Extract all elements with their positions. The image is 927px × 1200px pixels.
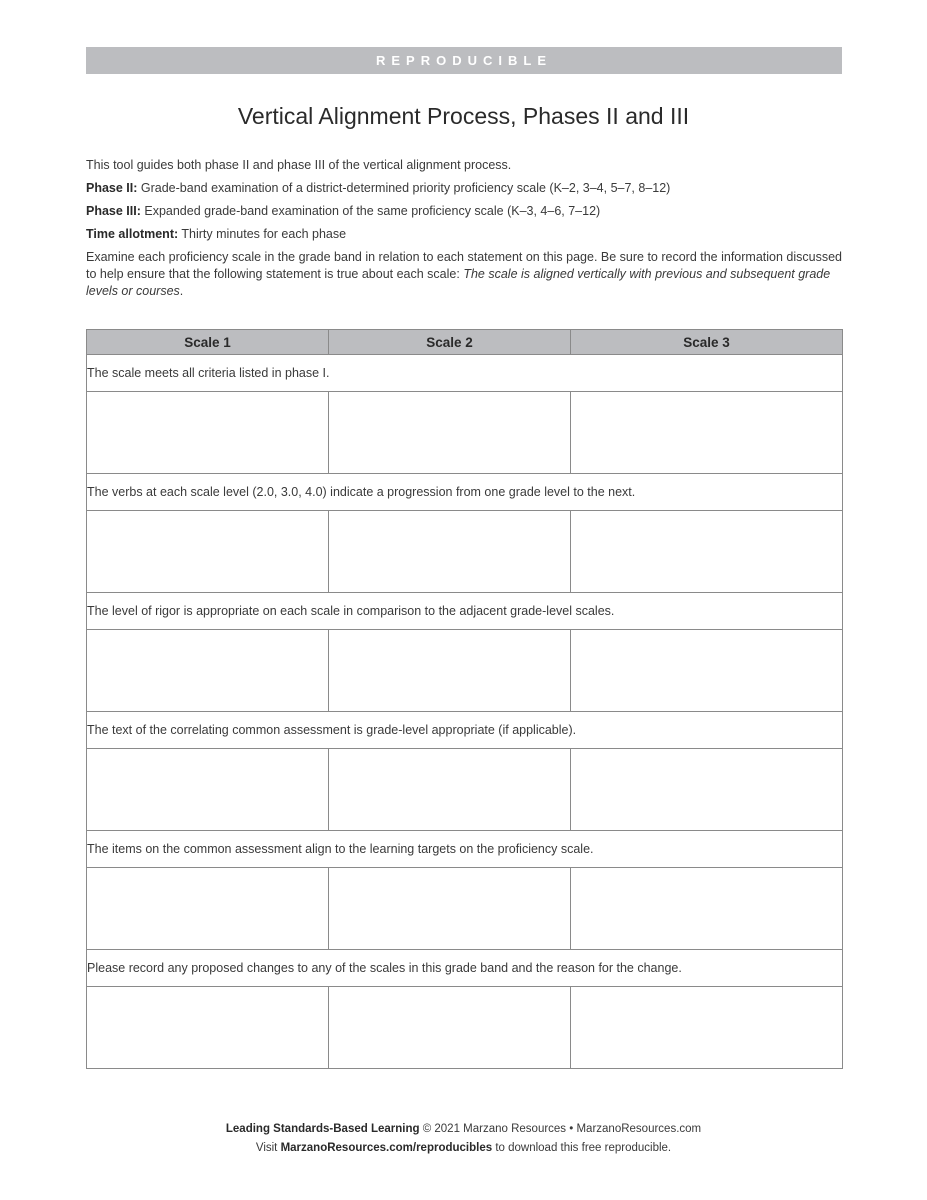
phase-2-text: Grade-band examination of a district-determined priority proficiency scale (K–2, 3–4, 5–7, 8–12)	[137, 181, 671, 195]
footer-line-1	[0, 1120, 927, 1139]
header-scale-1: Scale 1	[87, 330, 329, 355]
response-row	[87, 749, 843, 831]
time-allotment-label: Time allotment:	[86, 227, 179, 241]
footer-visit-end: to download this free reproducible.	[492, 1142, 672, 1154]
response-cell-scale-1[interactable]	[87, 868, 329, 950]
statement-row	[87, 593, 843, 630]
time-allotment-line	[86, 226, 842, 243]
phase-3-text: Expanded grade-band examination of the same proficiency scale (K–3, 4–6, 7–12)	[140, 204, 601, 218]
footer-visit: Visit	[255, 1142, 281, 1154]
response-cell-scale-1[interactable]	[87, 987, 329, 1069]
header-scale-3: Scale 3	[571, 330, 843, 355]
statement-row	[87, 355, 843, 392]
response-row	[87, 987, 843, 1069]
response-cell-scale-1[interactable]	[87, 392, 329, 474]
phase-3-line	[86, 203, 842, 220]
instructions-text: Examine each proficiency scale in the grade band in relation to each statement on this page. Be sure to record the information discussed to help ensure that the following statement is true about each scale:	[86, 250, 842, 281]
footer-book-title: Leading Standards-Based Learning	[225, 1123, 420, 1135]
phase-3-label: Phase III:	[86, 204, 141, 218]
statement-row	[87, 474, 843, 511]
response-cell-scale-3[interactable]	[571, 868, 843, 950]
instructions-italic: The scale is aligned vertically with previous and subsequent grade levels or courses	[86, 267, 831, 298]
statement-cell: The verbs at each scale level (2.0, 3.0, 4.0) indicate a progression from one grade level to the next.	[87, 474, 843, 511]
alignment-table	[86, 329, 843, 1069]
response-row	[87, 392, 843, 474]
footer-copyright: © 2021 Marzano Resources • MarzanoResources.com	[419, 1123, 702, 1135]
statement-cell: The scale meets all criteria listed in phase I.	[87, 355, 843, 392]
header-scale-2: Scale 2	[329, 330, 571, 355]
table-header-row	[87, 330, 843, 355]
intro-section	[86, 157, 842, 306]
statement-cell: The level of rigor is appropriate on each scale in comparison to the adjacent grade-level scales.	[87, 593, 843, 630]
footer-link[interactable]: MarzanoResources.com/reproducibles	[280, 1142, 493, 1154]
instructions-end: .	[179, 284, 184, 298]
response-cell-scale-2[interactable]	[329, 630, 571, 712]
phase-2-line	[86, 180, 842, 197]
statement-row	[87, 831, 843, 868]
statement-cell: The items on the common assessment align to the learning targets on the proficiency scale.	[87, 831, 843, 868]
response-cell-scale-3[interactable]	[571, 749, 843, 831]
response-cell-scale-2[interactable]	[329, 749, 571, 831]
response-row	[87, 630, 843, 712]
response-row	[87, 511, 843, 593]
response-cell-scale-1[interactable]	[87, 511, 329, 593]
statement-row	[87, 712, 843, 749]
response-cell-scale-3[interactable]	[571, 392, 843, 474]
page-footer	[0, 1120, 927, 1158]
response-row	[87, 868, 843, 950]
response-cell-scale-3[interactable]	[571, 630, 843, 712]
time-allotment-text: Thirty minutes for each phase	[178, 227, 347, 241]
statement-row	[87, 950, 843, 987]
response-cell-scale-3[interactable]	[571, 511, 843, 593]
statement-cell: The text of the correlating common assessment is grade-level appropriate (if applicable).	[87, 712, 843, 749]
response-cell-scale-1[interactable]	[87, 630, 329, 712]
instructions	[86, 249, 842, 300]
response-cell-scale-2[interactable]	[329, 511, 571, 593]
reproducible-banner: REPRODUCIBLE	[86, 47, 842, 74]
response-cell-scale-2[interactable]	[329, 392, 571, 474]
footer-line-2	[0, 1139, 927, 1158]
statement-cell: Please record any proposed changes to any of the scales in this grade band and the reason for the change.	[87, 950, 843, 987]
response-cell-scale-2[interactable]	[329, 987, 571, 1069]
page-title: Vertical Alignment Process, Phases II and III	[237, 103, 690, 129]
response-cell-scale-1[interactable]	[87, 749, 329, 831]
intro-line: This tool guides both phase II and phase III of the vertical alignment process.	[86, 158, 512, 172]
response-cell-scale-2[interactable]	[329, 868, 571, 950]
response-cell-scale-3[interactable]	[571, 987, 843, 1069]
phase-2-label: Phase II:	[86, 181, 138, 195]
